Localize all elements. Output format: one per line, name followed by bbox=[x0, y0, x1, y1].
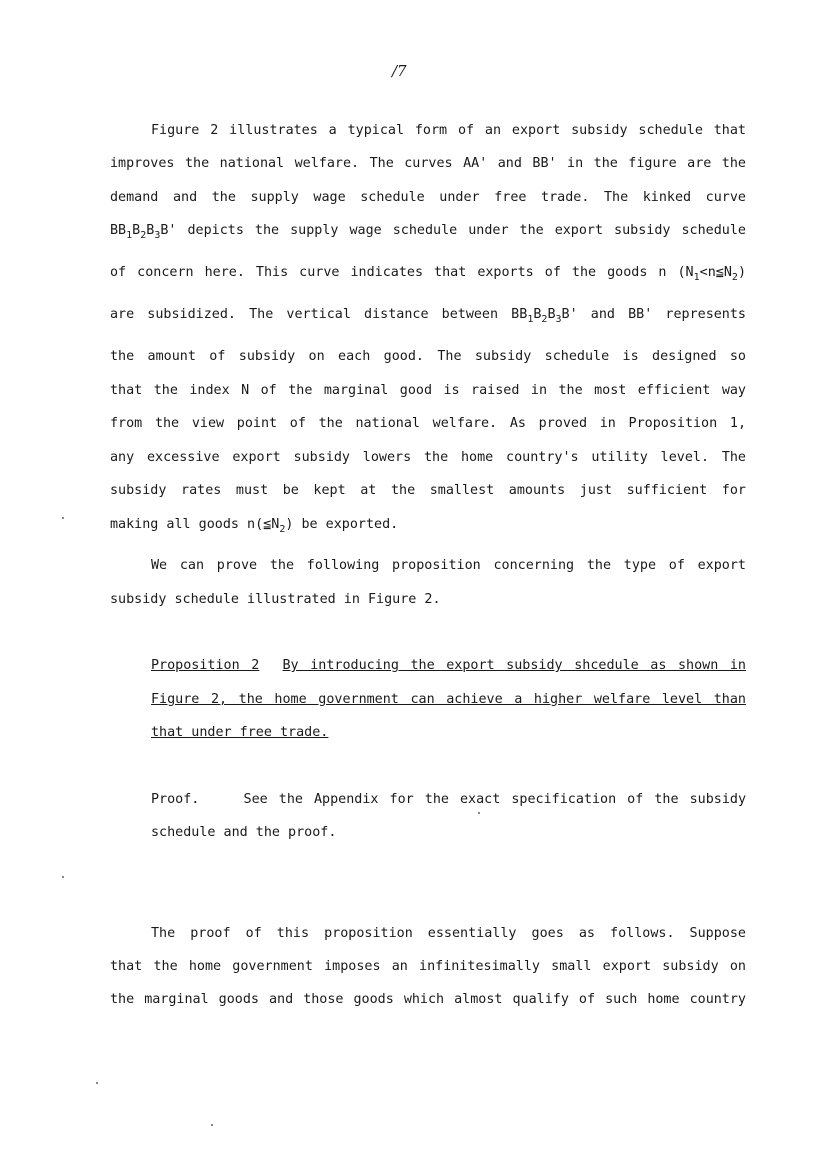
text-line: Proposition 2 By introducing the export subsidy shcedule as shown in bbox=[151, 658, 746, 673]
proposition-label: Proposition 2 bbox=[151, 658, 260, 673]
proof-label: Proof. bbox=[151, 792, 200, 807]
text-line: We can prove the following proposition concerning the type of export bbox=[151, 558, 746, 573]
text-line: Figure 2, the home government can achieve a higher welfare level than bbox=[151, 692, 746, 707]
text-line: the amount of subsidy on each good. The subsidy schedule is designed so bbox=[110, 349, 746, 364]
text-line: that the index N of the marginal good is raised in the most efficient way bbox=[110, 383, 746, 398]
text-line: improves the national welfare. The curves AA' and BB' in the figure are the bbox=[110, 156, 746, 171]
text-line: making all goods $n(≦N_2)$ be exported. bbox=[110, 517, 399, 535]
text-line: The proof of this proposition essentially goes as follows. Suppose bbox=[151, 926, 746, 941]
text-line: demand and the supply wage schedule under free trade. The kinked curve bbox=[110, 190, 746, 205]
text-line: the marginal goods and those goods which almost qualify of such home country bbox=[110, 992, 746, 1007]
text-line: $BB_1B_2B_3B'$ depicts the supply wage schedule under the export subsidy schedule bbox=[110, 223, 746, 241]
scan-speck bbox=[62, 876, 64, 878]
text-line: subsidy schedule illustrated in Figure 2. bbox=[110, 592, 441, 607]
text-line: that under free trade. bbox=[151, 725, 329, 740]
page-number: /7 bbox=[392, 62, 407, 80]
scan-speck bbox=[478, 812, 480, 814]
text-line: any excessive export subsidy lowers the home country's utility level. The bbox=[110, 450, 746, 465]
scan-speck bbox=[211, 1124, 213, 1126]
scan-speck bbox=[96, 1082, 98, 1084]
text-line: that the home government imposes an infinitesimally small export subsidy on bbox=[110, 959, 746, 974]
text-line: subsidy rates must be kept at the smallest amounts just sufficient for bbox=[110, 483, 746, 498]
text-line: of concern here. This curve indicates that exports of the goods n $(N_1<n≦N_2)$ bbox=[110, 265, 746, 283]
text-line: Figure 2 illustrates a typical form of an export subsidy schedule that bbox=[151, 123, 746, 138]
text-line: schedule and the proof. bbox=[151, 825, 337, 840]
text-line: Proof. See the Appendix for the exact specification of the subsidy bbox=[151, 792, 747, 807]
text-line: from the view point of the national welfare. As proved in Proposition 1, bbox=[110, 416, 746, 431]
scan-speck bbox=[62, 517, 64, 519]
text-line: are subsidized. The vertical distance between $BB_1B_2B_3B'$ and BB' represents bbox=[110, 307, 746, 325]
